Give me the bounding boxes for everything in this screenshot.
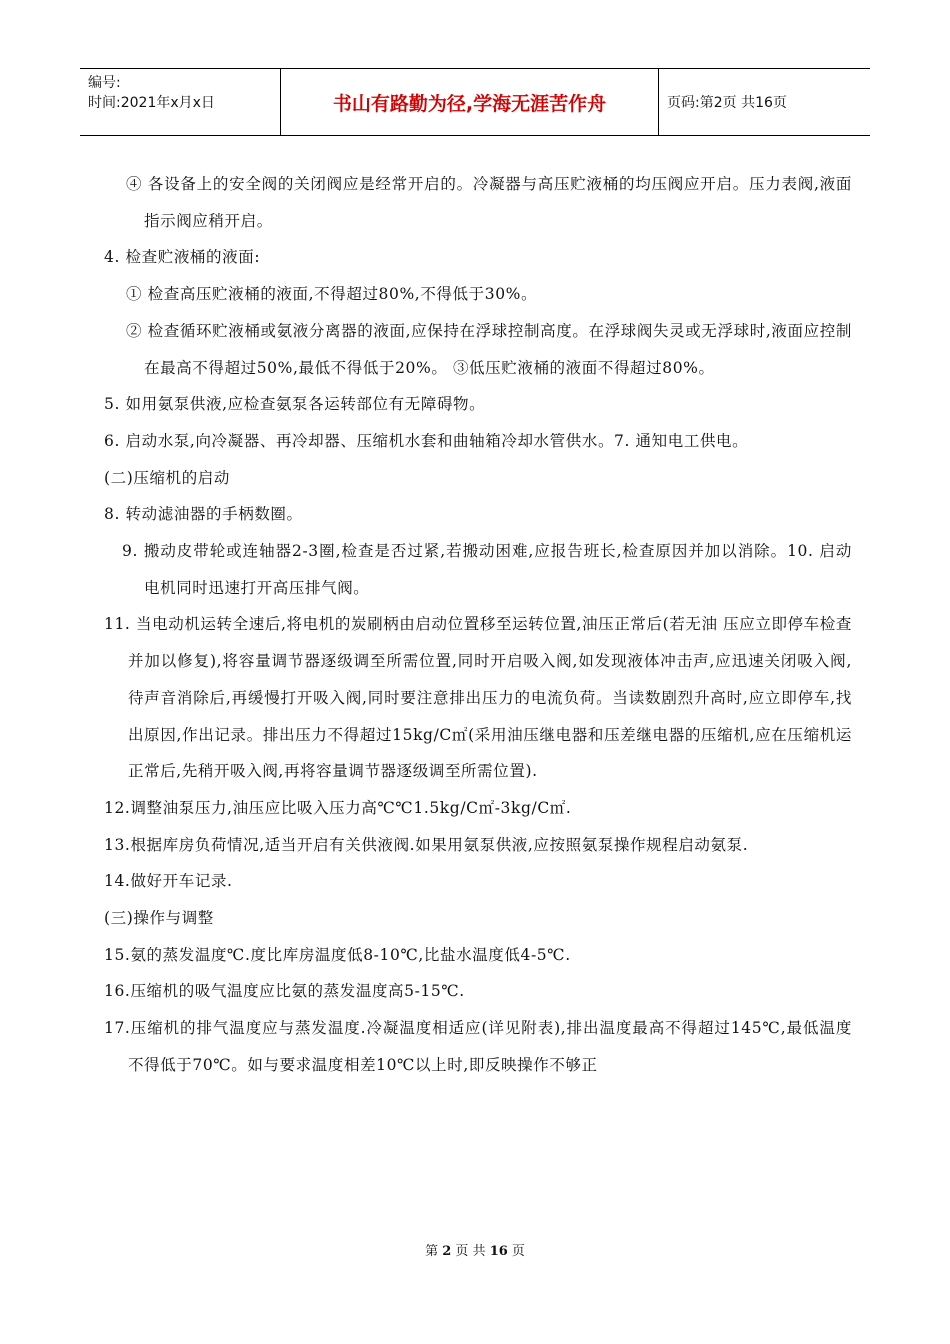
- footer-suffix: 页: [511, 1244, 525, 1259]
- paragraph: 9. 搬动皮带轮或连轴器2-3圈,检查是否过紧,若搬动困难,应报告班长,检查原因并加以消除。10. 启动电机同时迅速打开高压排气阀。: [122, 542, 852, 597]
- header-page-label: 页码:第2页 共16页: [667, 95, 787, 111]
- header-meta: [80, 69, 281, 135]
- paragraph: ② 检查循环贮液桶或氨液分离器的液面,应保持在浮球控制高度。在浮球阀失灵或无浮球时,液面应控制在最高不得超过50%,最低不得低于20%。 ③低压贮液桶的液面不得超过80%。: [126, 321, 852, 377]
- section-heading: (三)操作与调整: [104, 909, 214, 928]
- paragraph: 16.压缩机的吸气温度应比氨的蒸发温度高5-15℃.: [104, 982, 465, 1001]
- document-body: [104, 166, 852, 1084]
- footer-total-pages: 16: [489, 1244, 508, 1259]
- paragraph: 12.调整油泵压力,油压应比吸入压力高℃℃1.5kg/C㎡-3kg/C㎡.: [104, 798, 572, 817]
- number-label: 编号:: [88, 75, 121, 91]
- paragraph: 17.压缩机的排气温度应与蒸发温度.冷凝温度相适应(详见附表),排出温度最高不得超过145℃,最低温度不得低于70℃。如与要求温度相差10℃以上时,即反映操作不够正: [104, 1019, 852, 1074]
- section-heading: (二)压缩机的启动: [104, 468, 230, 487]
- page-footer: [0, 1240, 950, 1259]
- paragraph: 13.根据库房负荷情况,适当开启有关供液阀.如果用氨泵供液,应按照氨泵操作规程启动氨泵.: [104, 835, 749, 854]
- header-motto: 书山有路勤为径,学海无涯苦作舟: [281, 69, 659, 135]
- paragraph: 11. 当电动机运转全速后,将电机的炭刷柄由启动位置移至运转位置,油压正常后(若无油 压应立即停车检查并加以修复),将容量调节器逐级调至所需位置,同时开启吸入阀,如发现液体冲击声,应迅速关闭吸入阀,待声音消除后,再缓慢打开吸入阀,同时要注意排出压力的电流负荷。当读数剧烈升高时,应立即停车,找出原因,作出记录。排出压力不得超过15kg/C㎡(采用油压继电器和压差继电器的压缩机,应在压缩机运正常后,先稍开吸入阀,再将容量调节器逐级调至所需位置).: [104, 615, 852, 781]
- paragraph: 8. 转动滤油器的手柄数圈。: [104, 505, 303, 524]
- paragraph: ① 检查高压贮液桶的液面,不得超过80%,不得低于30%。: [126, 285, 538, 304]
- paragraph: 4. 检查贮液桶的液面:: [104, 248, 261, 267]
- paragraph: 6. 启动水泵,向冷凝器、再冷却器、压缩机水套和曲轴箱冷却水管供水。7. 通知电工供电。: [104, 431, 749, 450]
- footer-prefix: 第: [425, 1244, 439, 1259]
- footer-page-number: 2: [442, 1244, 452, 1259]
- paragraph: 14.做好开车记录.: [104, 872, 233, 891]
- paragraph: 5. 如用氨泵供液,应检查氨泵各运转部位有无障碍物。: [104, 395, 486, 414]
- paragraph: ④ 各设备上的安全阀的关闭阀应是经常开启的。冷凝器与高压贮液桶的均压阀应开启。压力表阀,液面指示阀应稍开启。: [126, 175, 852, 230]
- paragraph: 15.氨的蒸发温度℃.度比库房温度低8-10℃,比盐水温度低4-5℃.: [104, 945, 571, 964]
- page-header: [80, 68, 870, 136]
- footer-middle: 页 共: [455, 1244, 486, 1259]
- time-label: 时间:2021年x月x日: [88, 95, 215, 111]
